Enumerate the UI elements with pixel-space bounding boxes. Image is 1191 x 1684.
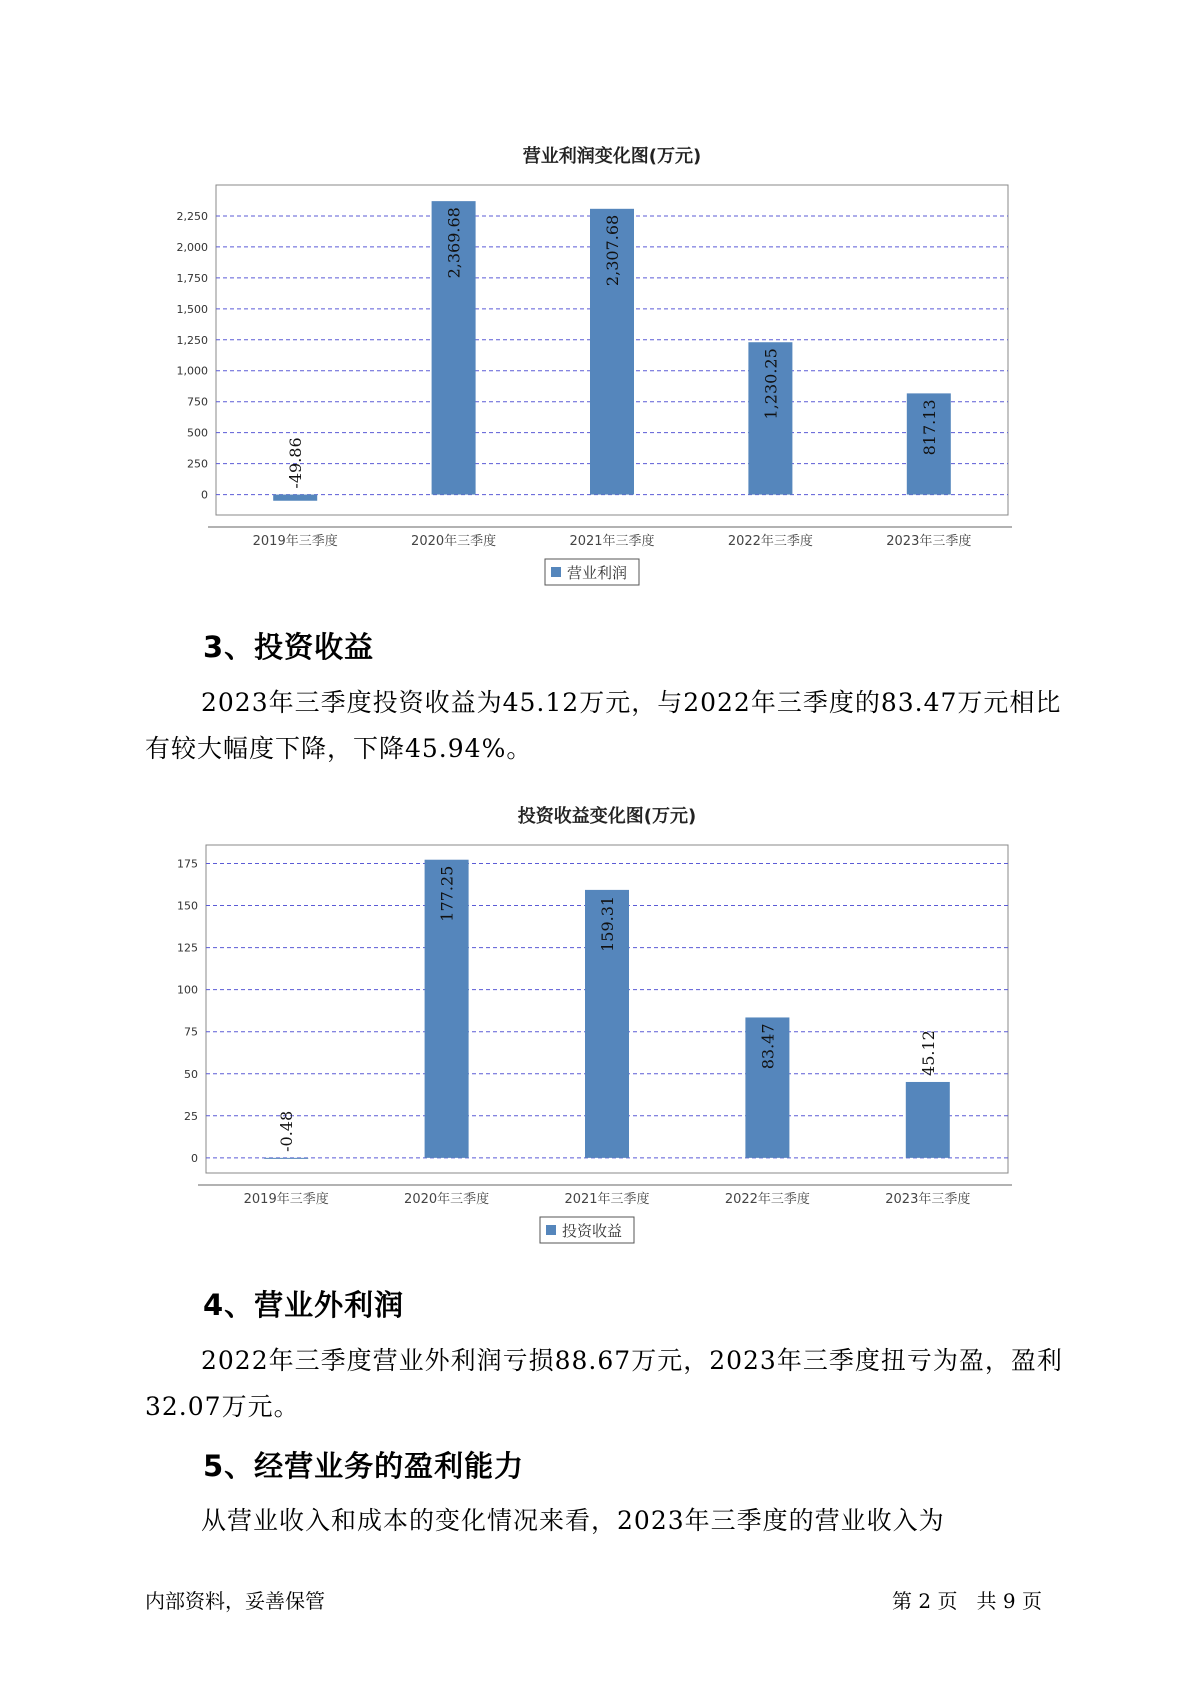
y-tick-label: 750 [187,395,208,409]
data-label: -0.48 [277,1110,297,1152]
x-tick-label: 2022年三季度 [727,534,813,549]
x-tick-label: 2020年三季度 [411,534,497,549]
x-tick-label: 2021年三季度 [569,534,655,549]
operating-profit-chart [0,135,1191,595]
investment-income-chart-svg [0,795,1191,1255]
investment-income-chart [0,795,1191,1255]
y-tick-label: 50 [184,1067,198,1081]
data-label: 83.47 [758,1023,778,1070]
footer-right: 第 2 页 共 9 页 [892,1589,1042,1613]
x-tick-label: 2022年三季度 [724,1192,810,1207]
x-tick-label: 2023年三季度 [886,534,972,549]
y-tick-label: 1,250 [176,333,208,347]
section-5-heading: 5、经营业务的盈利能力 [203,1449,525,1483]
y-tick-label: 175 [177,857,198,871]
data-label: -49.86 [286,437,306,489]
legend-label: 投资收益 [562,1222,623,1240]
y-tick-label: 100 [177,983,198,997]
section-4-paragraph: 2022年三季度营业外利润亏损88.67万元，2023年三季度扭亏为盈，盈利32.07万元。 [145,1346,1063,1421]
y-tick-label: 0 [191,1151,198,1165]
y-tick-label: 150 [177,899,198,913]
section-4-heading: 4、营业外利润 [203,1288,405,1322]
legend-swatch [546,1225,556,1235]
legend-label: 营业利润 [567,564,628,582]
y-tick-label: 500 [187,426,208,440]
section-5-paragraph: 从营业收入和成本的变化情况来看，2023年三季度的营业收入为 [201,1506,945,1535]
x-tick-label: 2019年三季度 [243,1192,329,1207]
data-label: 177.25 [437,865,457,922]
x-tick-label: 2019年三季度 [252,534,338,549]
legend [545,559,639,585]
data-label: 2,307.68 [603,214,622,287]
operating-profit-chart-svg [0,135,1191,595]
x-tick-label: 2020年三季度 [404,1192,490,1207]
footer-left: 内部资料，妥善保管 [145,1589,325,1613]
x-tick-label: 2023年三季度 [885,1192,971,1207]
data-label: 45.12 [918,1030,938,1076]
y-tick-label: 75 [184,1025,198,1039]
y-tick-label: 0 [201,488,208,502]
section-3-paragraph: 2023年三季度投资收益为45.12万元，与2022年三季度的83.47万元相比有较大幅度下降，下降45.94%。 [145,688,1062,763]
bar [273,495,317,501]
data-label: 817.13 [919,399,939,456]
y-tick-label: 250 [187,457,208,471]
bar [906,1082,950,1158]
legend-swatch [551,567,561,577]
chart-title: 营业利润变化图(万元) [522,146,702,167]
section-3-heading: 3、投资收益 [203,630,375,664]
y-tick-label: 1,000 [176,364,208,378]
data-label: 159.31 [598,895,617,952]
data-label: 2,369.68 [444,207,464,279]
y-tick-label: 2,250 [176,209,208,223]
y-tick-label: 25 [184,1109,198,1123]
x-tick-label: 2021年三季度 [564,1192,650,1207]
data-label: 1,230.25 [761,348,781,420]
bar [264,1158,308,1159]
legend [540,1217,634,1243]
chart-title: 投资收益变化图(万元) [517,806,697,827]
y-tick-label: 125 [177,941,198,955]
y-tick-label: 1,500 [176,302,208,316]
y-tick-label: 2,000 [176,240,208,254]
y-tick-label: 1,750 [176,271,208,285]
